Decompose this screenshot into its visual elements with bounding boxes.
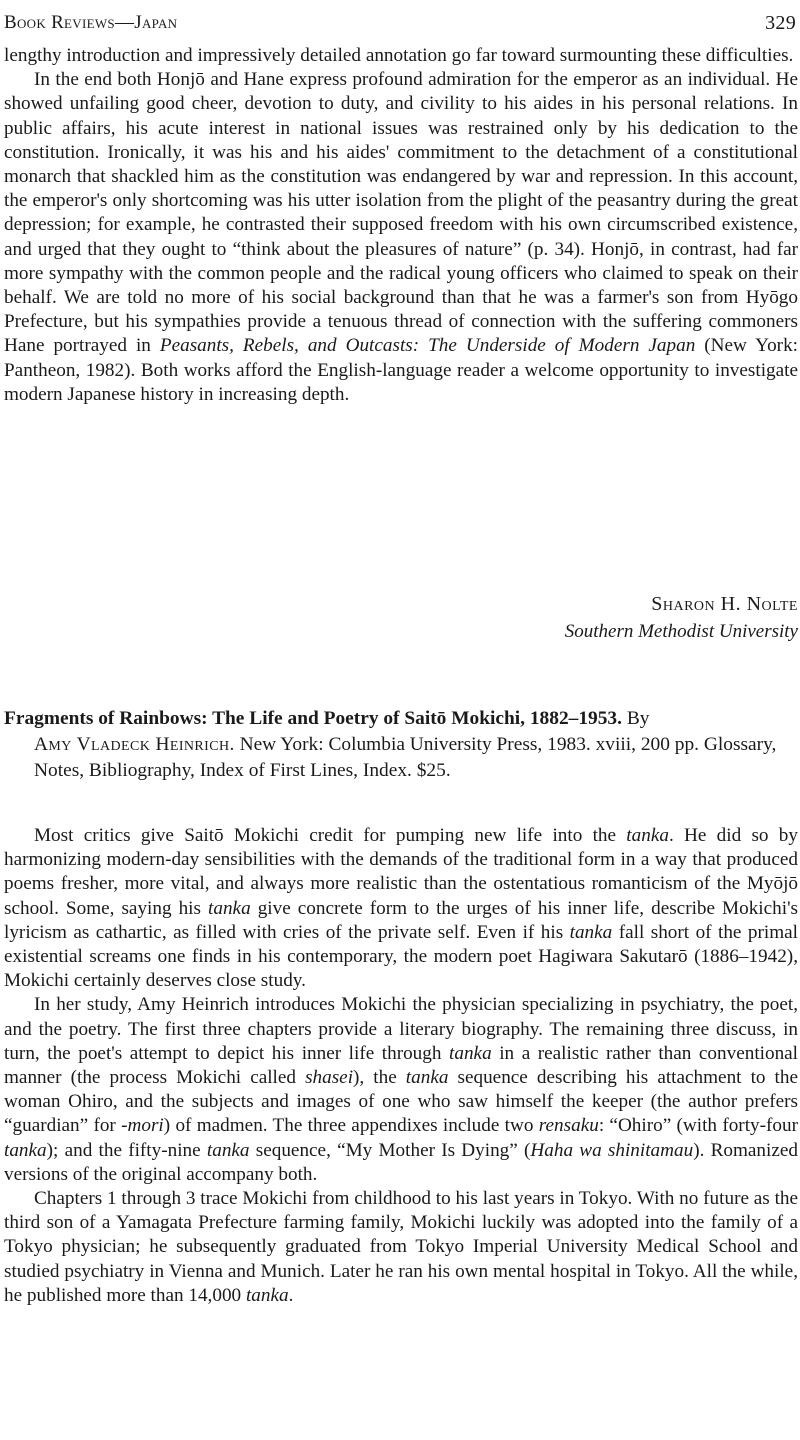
review-2-paragraph-2: In her study, Amy Heinrich introduces Mokichi the physician specializing in psychiatry, the poet, and the poetry. The first three chapters provide a literary biography. The remaining three discuss, in turn, the poet's attempt to depict his inner life through tanka in a realistic rather than conventional manner (the process Mokichi called shasei), the tanka sequence describing his attachment to the woman Ohiro, and the subjects and images of one who saw himself the keeper (the author prefers “guardian” for -mori) of madmen. The three appendixes include two rensaku: “Ohiro” (with forty-four tanka); and the fifty-nine tanka sequence, “My Mother Is Dying” (Haha wa shinitamau). Romanized versions of the original accompany both. <box>4 994 799 1185</box>
review-2-paragraph-3: Chapters 1 through 3 trace Mokichi from childhood to his last years in Tokyo. With no future as the third son of a Yamagata Prefecture farming family, Mokichi luckily was adopted into the family of a Tokyo physician; he subsequently graduated from Tokyo Imperial University Medical School and studied psychiatry in Vienna and Munich. Later he ran his own mental hospital in Tokyo. All the while, he published more than 14,000 tanka. <box>4 1188 799 1306</box>
running-title: Book Reviews—Japan <box>4 12 178 33</box>
book-author: Amy Vladeck Heinrich. <box>34 734 235 755</box>
book-title: Fragments of Rainbows: The Life and Poetry of Saitō Mokichi, 1882–1953. <box>4 708 622 729</box>
reviewer-signature <box>565 590 798 646</box>
review-2-heading: Fragments of Rainbows: The Life and Poetry of Saitō Mokichi, 1882–1953. By Amy Vladeck Heinrich. New York: Columbia University Press, 1983. xviii, 200 pp. Glossary, Notes, Bibliography, Index of First Lines, Index. $25. <box>4 708 777 781</box>
page-number: 329 <box>765 12 796 34</box>
reviewer-name: Sharon H. Nolte <box>651 593 798 615</box>
review-1-paragraph-1: lengthy introduction and impressively detailed annotation go far toward surmounting these difficulties. <box>4 45 794 66</box>
reviewer-affiliation: Southern Methodist University <box>564 621 798 642</box>
page-header <box>4 8 796 40</box>
review-1-text <box>4 44 798 407</box>
review-2-text <box>4 824 798 1308</box>
publication-details: New York: Columbia University Press, 1983. xviii, 200 pp. Glossary, Notes, Bibliography, Index of First Lines, Index. $25. <box>34 734 777 781</box>
review-2-paragraph-1: Most critics give Saitō Mokichi credit for pumping new life into the tanka. He did so by harmonizing modern-day sensibilities with the demands of the traditional form in a way that produced poems fresher, more vital, and always more realistic than the ostentatious romanticism of the Myōjō school. Some, saying his tanka give concrete form to the urges of his inner life, describe Mokichi's lyricism as cathartic, as filled with cries of the private self. Even if his tanka fall short of the primal existential screams one finds in his contemporary, the modern poet Hagiwara Sakutarō (1886–1942), Mokichi certainly deserves close study. <box>4 825 798 992</box>
review-1-paragraph-2: In the end both Honjō and Hane express profound admiration for the emperor as an individual. He showed unfailing good cheer, devotion to duty, and civility to his aides in his personal relations. In public affairs, his acute interest in national issues was restrained only by his dedication to the constitution. Ironically, it was his and his aides' commitment to the detachment of a constitutional monarch that shackled him as the constitution was endangered by war and repression. In this account, the emperor's only shortcoming was his utter isolation from the plight of the peasantry during the great depression; for example, he contrasted their supposed freedom with his own circumscribed existence, and urged that they ought to “think about the pleasures of nature” (p. 34). Honjō, in contrast, had far more sympathy with the common people and the radical young officers who claimed to speak on their behalf. We are told no more of his social background than that he was a farmer's son from Hyōgo Prefecture, but his sympathies provide a tenuous thread of connection with the suffering commoners Hane portrayed in Peasants, Rebels, and Outcasts: The Underside of Modern Japan (New York: Pantheon, 1982). Both works afford the English-language reader a welcome opportunity to investigate modern Japanese history in increasing depth. <box>4 69 798 405</box>
cited-book-title: Peasants, Rebels, and Outcasts: The Underside of Modern Japan <box>159 335 696 357</box>
